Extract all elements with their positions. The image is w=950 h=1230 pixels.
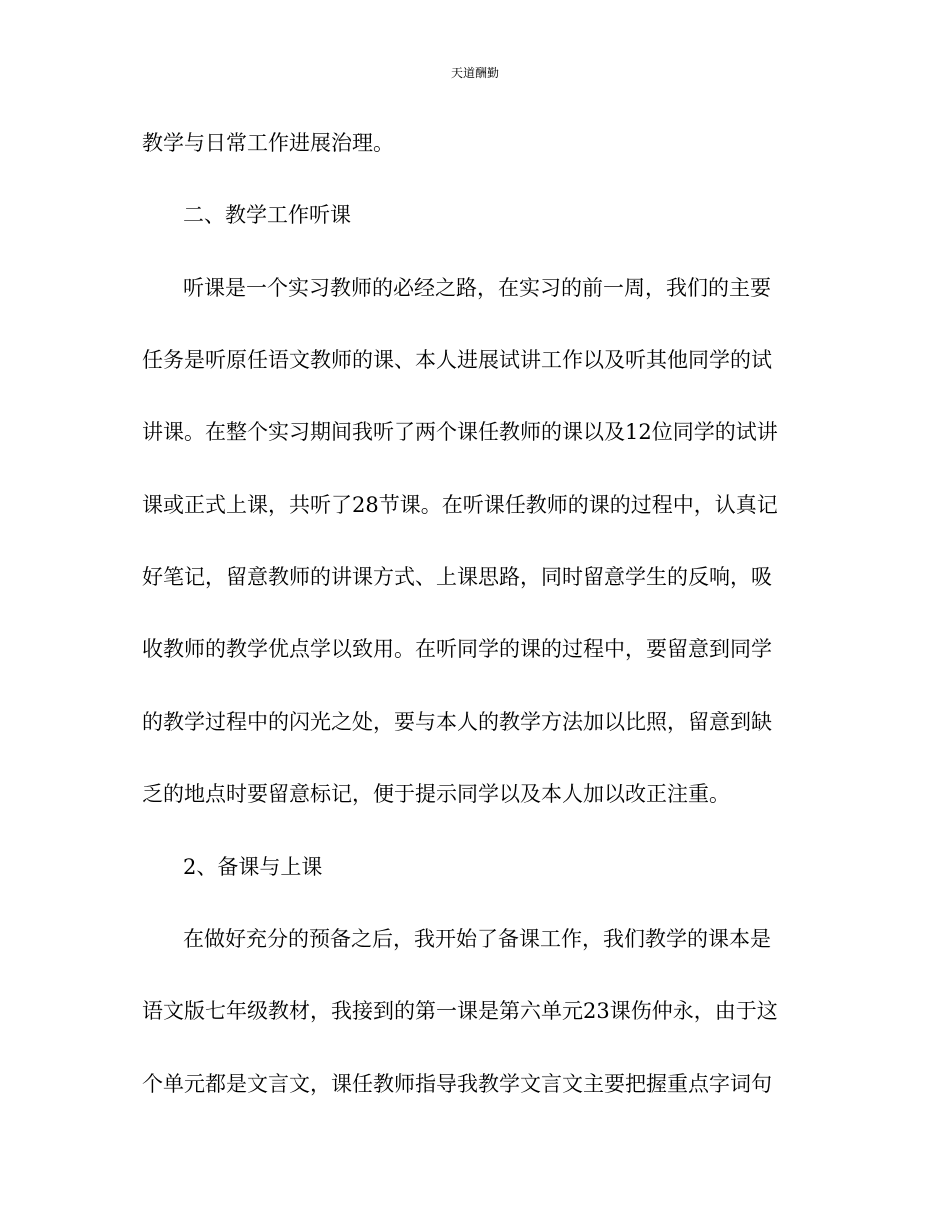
text-line: 教学与日常工作进展治理。	[142, 131, 394, 155]
page-header: 天道酬勤	[450, 66, 499, 80]
paragraph-line: 乏的地点时要留意标记，便于提示同学以及本人加以改正注重。	[142, 782, 730, 806]
paragraph-line: 的教学过程中的闪光之处，要与本人的教学方法加以比照，留意到缺	[142, 710, 772, 734]
paragraph-line: 在做好充分的预备之后，我开始了备课工作，我们教学的课本是	[183, 927, 771, 951]
paragraph-line: 课或正式上课，共听了28节课。在听课任教师的课的过程中，认真记	[142, 493, 778, 517]
paragraph-line: 语文版七年级教材，我接到的第一课是第六单元23课伤仲永，由于这	[142, 999, 778, 1023]
paragraph-line: 任务是听原任语文教师的课、本人进展试讲工作以及听其他同学的试	[142, 348, 772, 372]
paragraph-line: 个单元都是文言文，课任教师指导我教学文言文主要把握重点字词句	[142, 1072, 772, 1096]
paragraph-line: 讲课。在整个实习期间我听了两个课任教师的课以及12位同学的试讲	[142, 420, 778, 444]
section-heading: 二、教学工作听课	[183, 203, 351, 227]
section-heading: 2、备课与上课	[183, 855, 323, 879]
paragraph-line: 好笔记，留意教师的讲课方式、上课思路，同时留意学生的反响，吸	[142, 565, 772, 589]
paragraph-line: 收教师的教学优点学以致用。在听同学的课的过程中，要留意到同学	[142, 637, 772, 661]
paragraph-line: 听课是一个实习教师的必经之路，在实习的前一周，我们的主要	[183, 276, 771, 300]
